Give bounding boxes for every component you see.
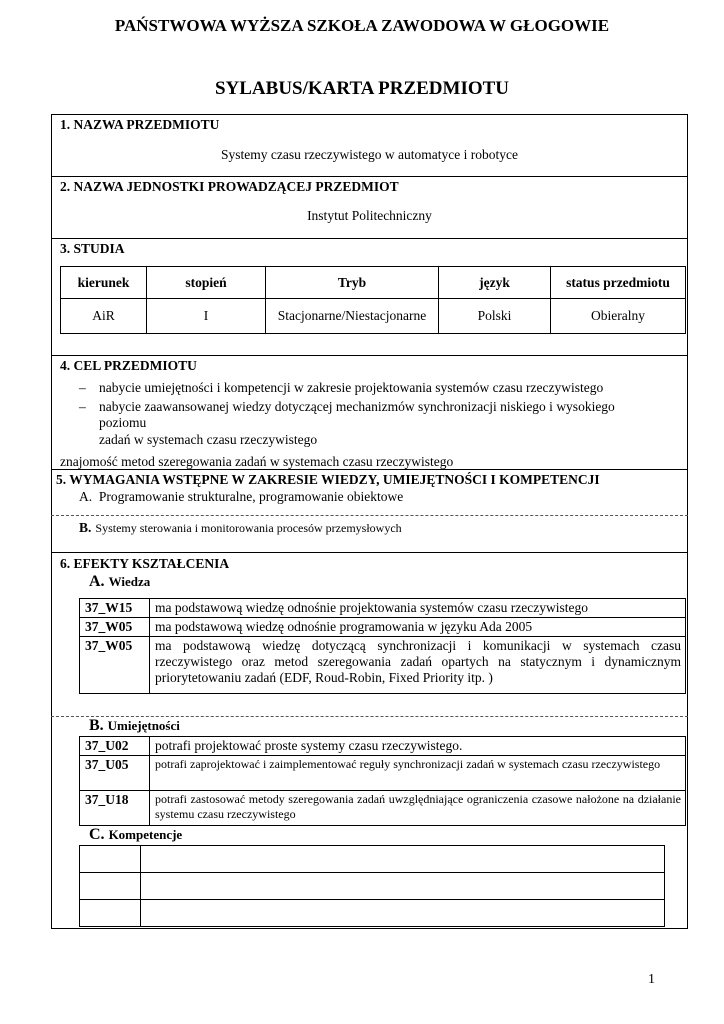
- section-2-heading: 2. NAZWA JEDNOSTKI PROWADZĄCEJ PRZEDMIOT: [60, 179, 399, 194]
- effect-code: 37_U02: [80, 737, 150, 756]
- section-1-heading: 1. NAZWA PRZEDMIOTU: [60, 117, 220, 132]
- table-cell: Stacjonarne/Niestacjonarne: [266, 299, 439, 334]
- course-name: Systemy czasu rzeczywistego w automatyce i robotyce: [221, 147, 518, 162]
- effect-text: ma podstawową wiedzę odnośnie projektowania systemów czasu rzeczywistego: [150, 599, 686, 618]
- effect-text: ma podstawową wiedzę dotyczącą synchronizacji i komunikacji w systemach czasu rzeczywistego oraz metod szeregowania zadań opartych na statycznym i dynamicznym priorytetowaniu zadań (EDF, Roud-Robin, Fixed Priority itp. ): [150, 637, 686, 694]
- section-3-heading: 3. STUDIA: [60, 241, 125, 256]
- empty-cell: [80, 900, 141, 927]
- goal-item-cont: zadań w systemach czasu rzeczywistego: [99, 432, 318, 447]
- divider: [51, 176, 688, 177]
- kompetencje-label: Kompetencje: [108, 827, 183, 842]
- table-header-row: [61, 267, 686, 299]
- table-row: [80, 900, 665, 927]
- table-row: [80, 737, 686, 756]
- unit-name: Instytut Politechniczny: [307, 208, 432, 223]
- goal-item-cont: poziomu: [99, 415, 147, 430]
- wiedza-label: Wiedza: [108, 574, 151, 589]
- subsection-umiejetnosci: [89, 717, 180, 735]
- empty-cell: [80, 873, 141, 900]
- section-5-heading: 5. WYMAGANIA WSTĘPNE W ZAKRESIE WIEDZY, UMIEJĘTNOŚCI I KOMPETENCJI: [56, 472, 600, 487]
- divider: [51, 355, 688, 356]
- effect-code: 37_W05: [80, 637, 150, 694]
- table-row: [80, 873, 665, 900]
- section-4-heading: 4. CEL PRZEDMIOTU: [60, 358, 197, 373]
- effect-text: potrafi zastosować metody szeregowania zadań uwzględniające ograniczenia czasowe nałożone na działanie systemu czasu rzeczywistego: [150, 791, 686, 826]
- effect-code: 37_W15: [80, 599, 150, 618]
- section-6-heading: 6. EFEKTY KSZTAŁCENIA: [60, 556, 230, 571]
- column-header: Tryb: [266, 267, 439, 299]
- divider: [51, 469, 688, 470]
- table-row: [80, 637, 686, 694]
- empty-cell: [141, 873, 665, 900]
- subsection-wiedza: [89, 573, 150, 591]
- column-header: kierunek: [61, 267, 147, 299]
- effect-code: 37_U18: [80, 791, 150, 826]
- empty-cell: [80, 846, 141, 873]
- table-cell: AiR: [61, 299, 147, 334]
- bullet-dash: –: [79, 380, 86, 395]
- table-row: [80, 599, 686, 618]
- goal-item: znajomość metod szeregowania zadań w systemach czasu rzeczywistego: [60, 454, 454, 469]
- effect-code: 37_W05: [80, 618, 150, 637]
- table-row: [80, 756, 686, 791]
- empty-cell: [141, 846, 665, 873]
- goal-item: nabycie zaawansowanej wiedzy dotyczącej mechanizmów synchronizacji niskiego i wysokiego: [99, 399, 615, 414]
- requirement-b-text: Systemy sterowania i monitorowania procesów przemysłowych: [95, 521, 402, 535]
- table-row: [61, 299, 686, 334]
- table-row: [80, 846, 665, 873]
- kompetencje-table: [79, 845, 665, 927]
- letter-c: C.: [89, 826, 105, 843]
- effect-text: ma podstawową wiedzę odnośnie programowania w języku Ada 2005: [150, 618, 686, 637]
- studia-table: [60, 266, 686, 334]
- requirement-b: [79, 519, 402, 537]
- table-row: [80, 791, 686, 826]
- table-cell: I: [147, 299, 266, 334]
- requirement-a: [79, 489, 403, 505]
- goal-item: nabycie umiejętności i kompetencji w zakresie projektowania systemów czasu rzeczywistego: [99, 380, 604, 395]
- table-row: [80, 618, 686, 637]
- umiejetnosci-label: Umiejętności: [107, 718, 180, 733]
- column-header: stopień: [147, 267, 266, 299]
- effect-text: potrafi projektować proste systemy czasu rzeczywistego.: [150, 737, 686, 756]
- column-header: język: [439, 267, 551, 299]
- letter-b: B.: [79, 520, 92, 535]
- umiejetnosci-table: [79, 736, 686, 826]
- university-name: PAŃSTWOWA WYŻSZA SZKOŁA ZAWODOWA W GŁOGOWIE: [114, 16, 610, 35]
- bullet-dash: –: [79, 399, 86, 414]
- divider: [51, 552, 688, 553]
- page-number: 1: [648, 972, 655, 987]
- letter-a: A.: [79, 489, 93, 504]
- column-header: status przedmiotu: [551, 267, 686, 299]
- subsection-kompetencje: [89, 826, 182, 844]
- wiedza-table: [79, 598, 686, 694]
- table-cell: Obieralny: [551, 299, 686, 334]
- table-cell: Polski: [439, 299, 551, 334]
- divider: [51, 515, 688, 516]
- requirement-a-text: Programowanie strukturalne, programowanie obiektowe: [98, 489, 404, 504]
- effect-text: potrafi zaprojektować i zaimplementować reguły synchronizacji zadań w systemach czasu rzeczywistego: [150, 756, 686, 791]
- letter-a: A.: [89, 573, 105, 590]
- document-title: SYLABUS/KARTA PRZEDMIOTU: [214, 78, 510, 99]
- effect-code: 37_U05: [80, 756, 150, 791]
- divider: [51, 238, 688, 239]
- letter-b: B.: [89, 717, 104, 734]
- empty-cell: [141, 900, 665, 927]
